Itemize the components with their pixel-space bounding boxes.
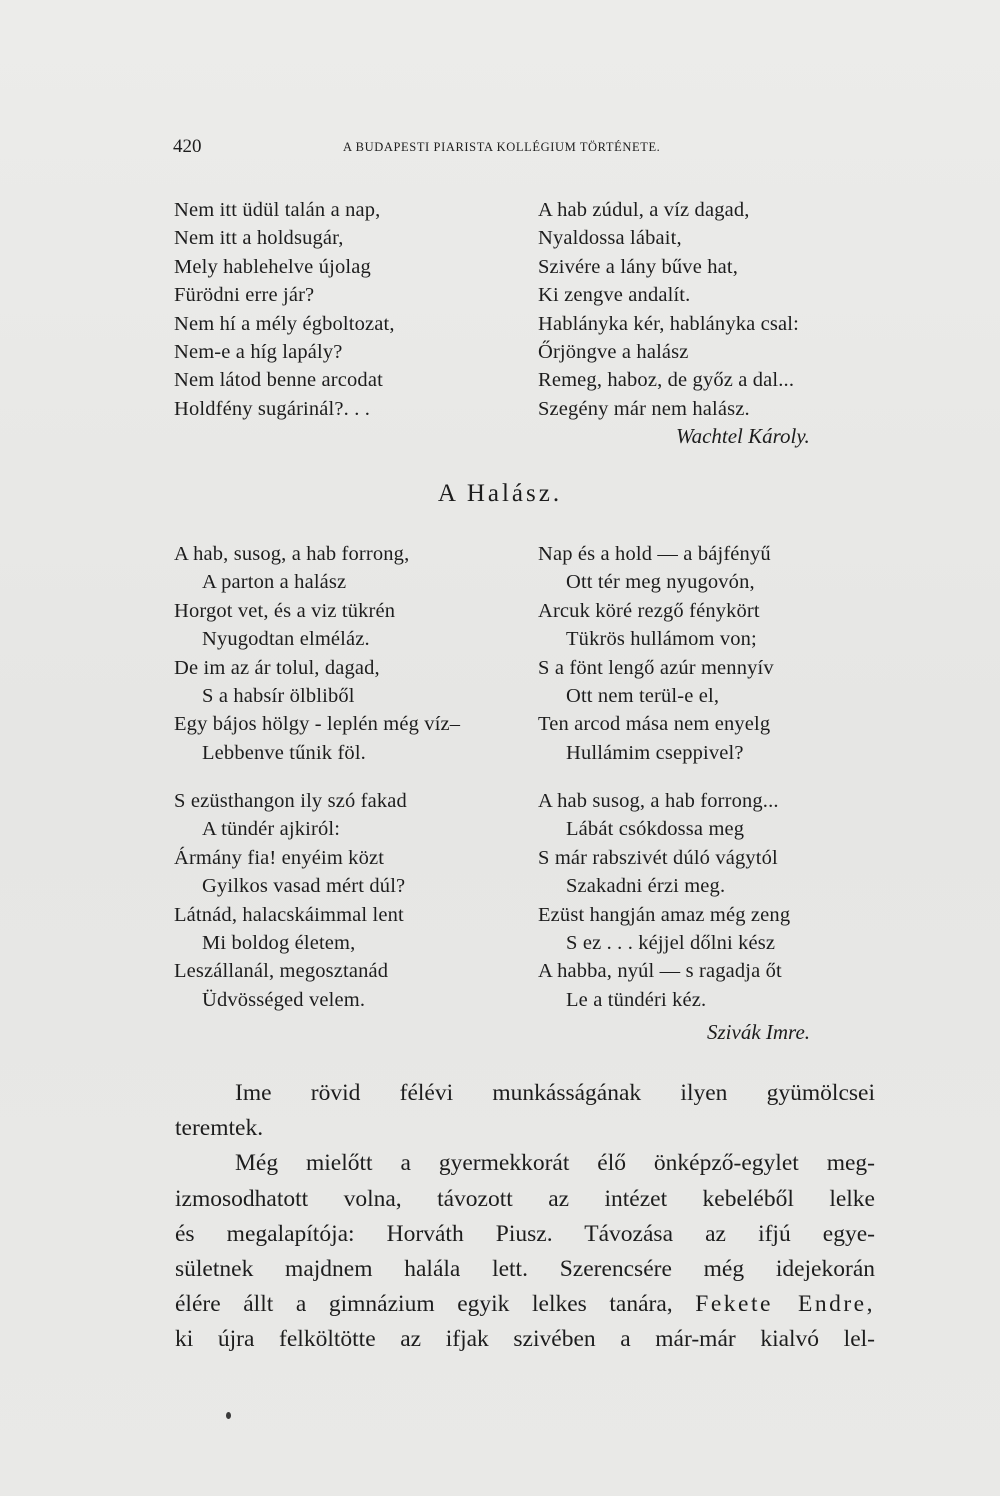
verse-line: Ezüst hangján amaz még zeng (538, 903, 791, 926)
verse-line: Gyilkos vasad mért dúl? (202, 875, 406, 898)
verse-line: Nem látod benne arcodat (174, 369, 383, 392)
prose-line: izmosodhatott volna, távozott az intézet kebeléből lelke (175, 1185, 875, 1212)
verse-line: Lebbenve tűnik föl. (202, 741, 366, 764)
verse-line: Látnád, halacskáimmal lent (174, 903, 404, 926)
prose-line: Még mielőtt a gyermekkorát élő önképző-egylet meg- (235, 1150, 875, 1177)
prose-line: sületnek majdnem halála lett. Szerencsére még idejekorán (175, 1255, 875, 1282)
verse-line: Ten arcod mása nem enyelg (538, 713, 771, 736)
verse-line: S a fönt lengő azúr mennyív (538, 656, 774, 679)
verse-line: Nem itt a holdsugár, (174, 227, 344, 250)
verse-line: A hab zúdul, a víz dagad, (538, 199, 750, 221)
verse-line: Nem itt üdül talán a nap, (174, 199, 381, 221)
verse-line: Őrjöngve a halász (538, 340, 689, 363)
verse-line: Tükrös hullámom von; (566, 628, 757, 651)
verse-line: Egy bájos hölgy - leplén még víz– (174, 713, 461, 736)
verse-line: Nem hí a mély égboltozat, (174, 312, 395, 335)
verse-line: De im az ár tolul, dagad, (174, 656, 380, 679)
verse-line: Szivére a lány bűve hat, (538, 255, 738, 278)
person-name-spaced: Fekete Endre, (695, 1291, 875, 1318)
ink-spot (226, 1412, 231, 1419)
verse-line: Üdvösséged velem. (202, 988, 366, 1011)
verse-line: Nem-e a híg lapály? (174, 340, 343, 363)
poem1-author: Wachtel Károly. (676, 424, 810, 448)
running-title: A BUDAPESTI PIARISTA KOLLÉGIUM TÖRTÉNETE. (343, 140, 661, 154)
poem2-author: Szivák Imre. (707, 1020, 811, 1044)
verse-line: A tündér ajkiról: (202, 818, 341, 841)
prose-line-text: élére állt a gimnázium egyik lelkes tanára, (175, 1291, 673, 1318)
verse-line: S ez . . . kéjjel dőlni kész (566, 931, 776, 954)
verse-line: Mely hablehelve újolag (174, 255, 371, 278)
prose-line: Ime rövid félévi munkásságának ilyen gyümölcsei (235, 1080, 875, 1106)
verse-line: Remeg, haboz, de győz a dal... (538, 369, 795, 392)
verse-line: Leszállanál, megosztanád (174, 960, 389, 983)
verse-line: S ezüsthangon ily szó fakad (174, 790, 407, 812)
verse-line: Horgot vet, és a viz tükrén (174, 599, 396, 622)
poem1-right-stanza (538, 196, 799, 423)
poem2-stanza-3 (174, 787, 407, 1014)
running-head (173, 136, 878, 164)
verse-line: S már rabszivét dúló vágytól (538, 846, 778, 869)
verse-line: A habba, nyúl — s ragadja őt (538, 960, 782, 983)
verse-line: Mi boldog életem, (202, 931, 356, 954)
verse-line: A parton a halász (202, 571, 347, 594)
verse-line: Hullámim cseppivel? (566, 741, 744, 764)
verse-line: Holdfény sugárinál?. . . (174, 397, 371, 420)
verse-line: Nyaldossa lábait, (538, 227, 682, 250)
poem2-stanza-4 (538, 787, 790, 1014)
verse-line: Szakadni érzi meg. (566, 875, 726, 898)
verse-line: Lábát csókdossa meg (566, 818, 745, 841)
page-number: 420 (173, 136, 202, 157)
poem-title: A Halász. (437, 480, 563, 507)
poem1-left-stanza (174, 196, 395, 423)
verse-line: Ott nem terül-e el, (566, 684, 720, 707)
verse-line: A hab susog, a hab forrong... (538, 790, 779, 812)
verse-line: Ott tér meg nyugovón, (566, 571, 755, 594)
verse-line: A hab, susog, a hab forrong, (174, 543, 410, 565)
verse-line: Szegény már nem halász. (538, 397, 750, 420)
prose-line: teremtek. (175, 1115, 264, 1142)
verse-line: Fürödni erre jár? (174, 284, 315, 307)
verse-line: S a habsír ölbliből (202, 684, 355, 707)
prose-paragraph (175, 1076, 875, 1358)
verse-line: Ki zengve andalít. (538, 284, 691, 307)
verse-line: Nyugodtan elméláz. (202, 628, 370, 651)
prose-line: ki újra felköltötte az ifjak szivében a már-már kialvó lel- (175, 1326, 875, 1353)
prose-line: és megalapítója: Horváth Piusz. Távozása az ifjú egye- (175, 1220, 875, 1247)
verse-line: Arcuk köré rezgő fénykört (538, 599, 760, 622)
verse-line: Nap és a hold — a bájfényű (538, 543, 771, 565)
prose-line-with-name (175, 1287, 875, 1322)
poem2-stanza-1 (174, 540, 460, 767)
verse-line: Le a tündéri kéz. (566, 988, 707, 1011)
poem2-stanza-2 (538, 540, 774, 767)
verse-line: Hablányka kér, hablányka csal: (538, 312, 799, 335)
verse-line: Ármány fia! enyéim közt (174, 846, 385, 869)
